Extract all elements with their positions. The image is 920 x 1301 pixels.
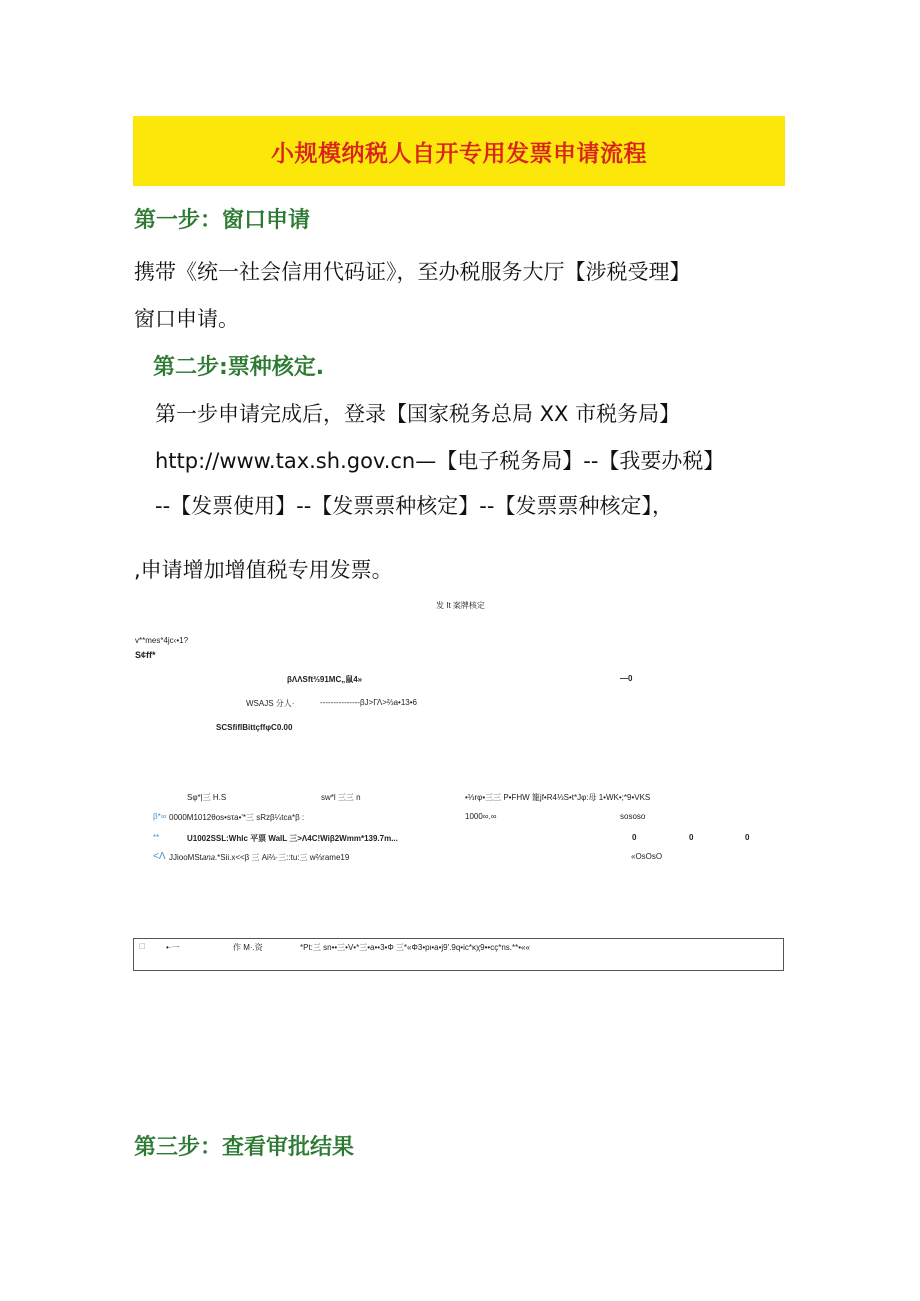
step2-line-4: ,申请增加增值税专用发票。 — [134, 558, 393, 582]
table-row-text: 0000M1012θos•sτa•'*三 sRzβ¼tca*β : — [169, 813, 305, 822]
table-row-marker: β*∞ — [153, 812, 167, 821]
table-header-1: Sφ*|三 H.S — [187, 793, 227, 802]
table-row-value-2: 0 — [689, 833, 694, 842]
step2-line-1: 第一步申请完成后，登录【国家税务总局 XX 市税务局】 — [155, 402, 681, 426]
screenshot-row3: SCSfiflBittçffφC0.00 — [216, 723, 293, 732]
step2-line-3: --【发票使用】--【发票票种核定】--【发票票种核定】， — [155, 494, 673, 518]
step1-line-2: 窗口申请。 — [134, 307, 239, 331]
step1-heading: 第一步：窗口申请 — [134, 208, 311, 233]
table-row-extra: «OsOsO — [631, 852, 663, 861]
table-row-text: JJiooMSt𝑎𝑛𝑎.*Sii.x<<β 三 Ai⅔·三::tu:三 w⅔rame19 — [169, 853, 350, 862]
table-row-marker: ** — [153, 833, 160, 842]
corner-mark-icon: □ — [139, 942, 146, 950]
screenshot-row2-right: ---------------βJ>ΓΛ>⅔a•13•6 — [320, 698, 417, 707]
table-row-marker: <Λ — [153, 851, 166, 862]
screenshot-row1-right: —0 — [620, 674, 633, 683]
table-header-3: •⅓rφ•三三 P•FHW 籠jf•R4⅓S•t*Jφ:母 1•WK•;*9•VKS — [465, 793, 651, 802]
title-banner — [133, 116, 785, 186]
table-row-value: 1000∞.∞ — [465, 812, 497, 821]
step2-heading: 第二步:票种核定. — [153, 355, 325, 380]
step3-heading: 第三步：查看审批结果 — [134, 1135, 355, 1160]
bottom-bar-col3: *Pt:三 sn••三•V•*三•a••3•Φ 三*«Φ3•pι•a•j9'.9q•ic*κχ9••cç*ns.**•«« — [300, 943, 530, 952]
bottom-bar-col1: •·一 — [166, 943, 180, 952]
screenshot-line-b: S¢ff* — [135, 650, 156, 660]
table-row-value: 0 — [632, 833, 637, 842]
screenshot-caption: 发 It 案牌核定 — [436, 601, 485, 610]
screenshot-row1-left: βΛΛSft⅔91MC„鼠4» — [287, 675, 363, 684]
table-row-text: U1002SSL:Whlc 平票 WalL 三>Λ4C!Wiβ2Wmm*139.7m... — [187, 834, 398, 843]
step1-line-1: 携带《统一社会信用代码证》，至办税服务大厅【涉税受理】 — [134, 260, 691, 284]
table-header-2: sw*l 三三 n — [321, 793, 361, 802]
screenshot-bottom-bar — [133, 938, 784, 971]
step2-line-2: http://www.tax.sh.gov.cn—【电子税务局】--【我要办税】 — [155, 449, 725, 473]
bottom-bar-col2: 作 M·.资 — [233, 943, 263, 952]
document-title: 小规模纳税人自开专用发票申请流程 — [271, 140, 647, 167]
table-row-value-3: 0 — [745, 833, 750, 842]
table-row-extra: sososo — [620, 812, 646, 821]
screenshot-row2-left: WSAJS 分人· — [246, 699, 295, 708]
screenshot-line-a: v**mes*4jc‹•1? — [135, 636, 189, 645]
